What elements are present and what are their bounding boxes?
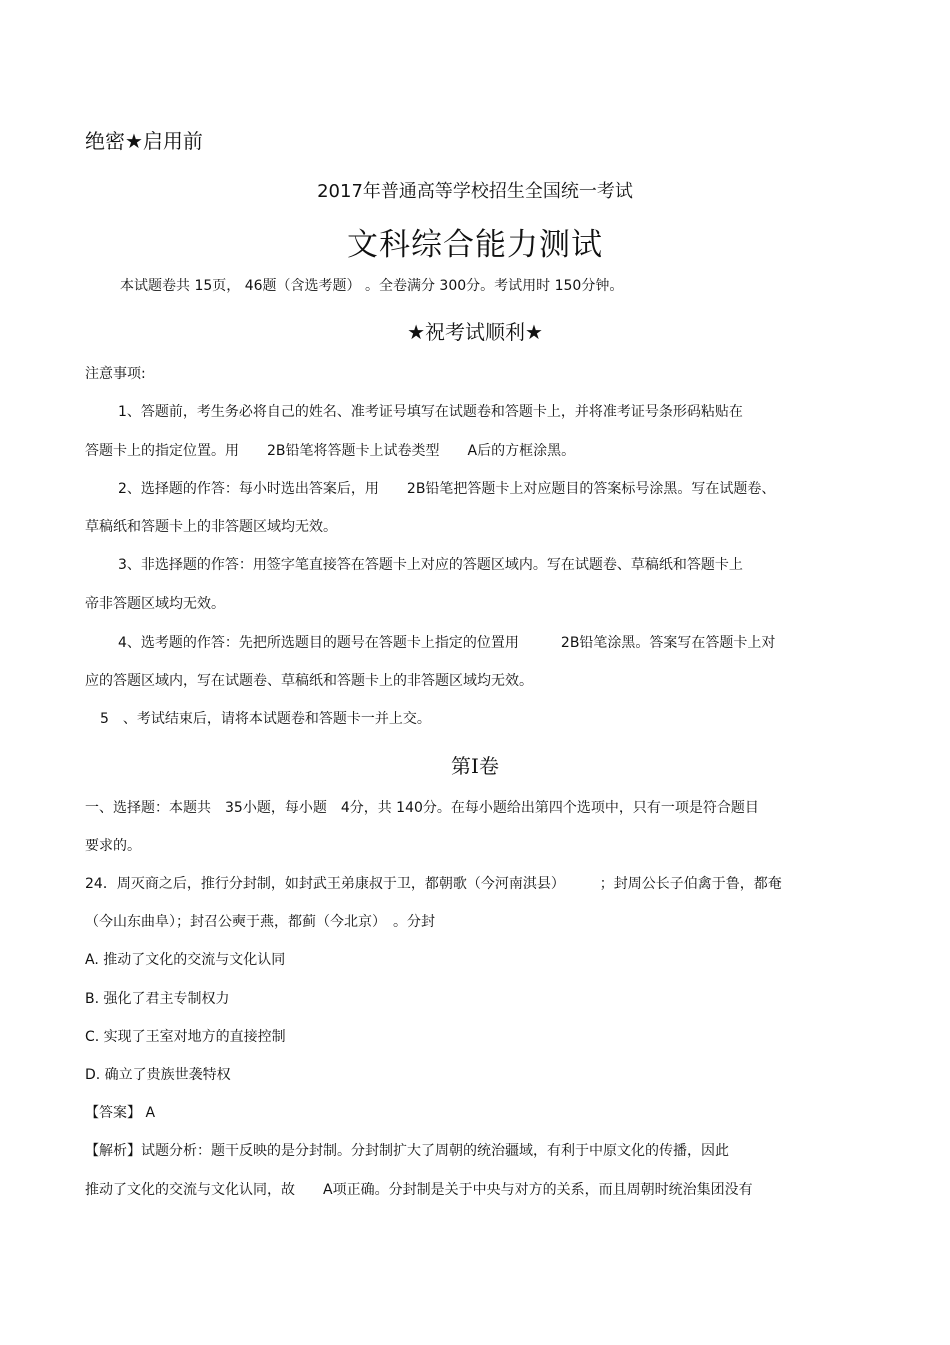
exam-subtitle: 2017年普通高等学校招生全国统一考试: [317, 181, 633, 202]
exam-title: 文科综合能力测试: [347, 227, 603, 263]
notice-line: 2、选择题的作答：每小时选出答案后，用 2B铅笔把答题卡上对应题目的答案标号涂黑。写在试题卷、: [118, 481, 776, 497]
option-c: C. 实现了王室对地方的直接控制: [85, 1029, 286, 1045]
good-luck-banner: ★祝考试顺利★: [407, 320, 543, 344]
part-title: 第Ⅰ卷: [451, 754, 499, 778]
analysis-line: 【解析】试题分析：题干反映的是分封制。分封制扩大了周朝的统治疆域，有利于中原文化的传播，因此: [85, 1143, 729, 1159]
notice-line: 草稿纸和答题卡上的非答题区域均无效。: [85, 519, 337, 535]
notice-heading: 注意事项:: [85, 366, 146, 382]
notice-line: 5 、考试结束后，请将本试题卷和答题卡一并上交。: [100, 711, 431, 727]
answer-line: 【答案】 A: [85, 1105, 156, 1121]
option-a: A. 推动了文化的交流与文化认同: [85, 952, 286, 968]
question-stem: （今山东曲阜）；封召公奭于燕，都蓟（今北京） 。分封: [85, 914, 435, 930]
confidential-label: 绝密★启用前: [85, 129, 203, 153]
section-instruction: 要求的。: [85, 838, 141, 854]
section-instruction: 一、选择题：本题共 35小题，每小题 4分，共 140分。在每小题给出第四个选项中，只有一项是符合题目: [85, 800, 759, 816]
analysis-line: 推动了文化的交流与文化认同，故 A项正确。分封制是关于中央与对方的关系，而且周朝时统治集团没有: [85, 1182, 753, 1198]
question-stem: 24．周灭商之后，推行分封制，如封武王弟康叔于卫，都朝歌（今河南淇县） ；封周公长子伯禽于鲁，都奄: [85, 876, 782, 892]
notice-line: 3、非选择题的作答：用签字笔直接答在答题卡上对应的答题区域内。写在试题卷、草稿纸和答题卡上: [118, 557, 743, 573]
notice-line: 4、选考题的作答：先把所选题目的题号在答题卡上指定的位置用 2B铅笔涂黑。答案写在答题卡上对: [118, 635, 776, 651]
notice-line: 答题卡上的指定位置。用 2B铅笔将答题卡上试卷类型 A后的方框涂黑。: [85, 443, 576, 459]
option-d: D. 确立了贵族世袭特权: [85, 1067, 231, 1083]
exam-intro: 本试题卷共 15页， 46题（含选考题） 。全卷满分 300分。考试用时 150分钟。: [120, 278, 624, 294]
notice-line: 应的答题区域内，写在试题卷、草稿纸和答题卡上的非答题区域均无效。: [85, 673, 533, 689]
notice-line: 帝非答题区域均无效。: [85, 596, 225, 612]
notice-line: 1、答题前，考生务必将自己的姓名、准考证号填写在试题卷和答题卡上，并将准考证号条形码粘贴在: [118, 404, 743, 420]
option-b: B. 强化了君主专制权力: [85, 991, 230, 1007]
